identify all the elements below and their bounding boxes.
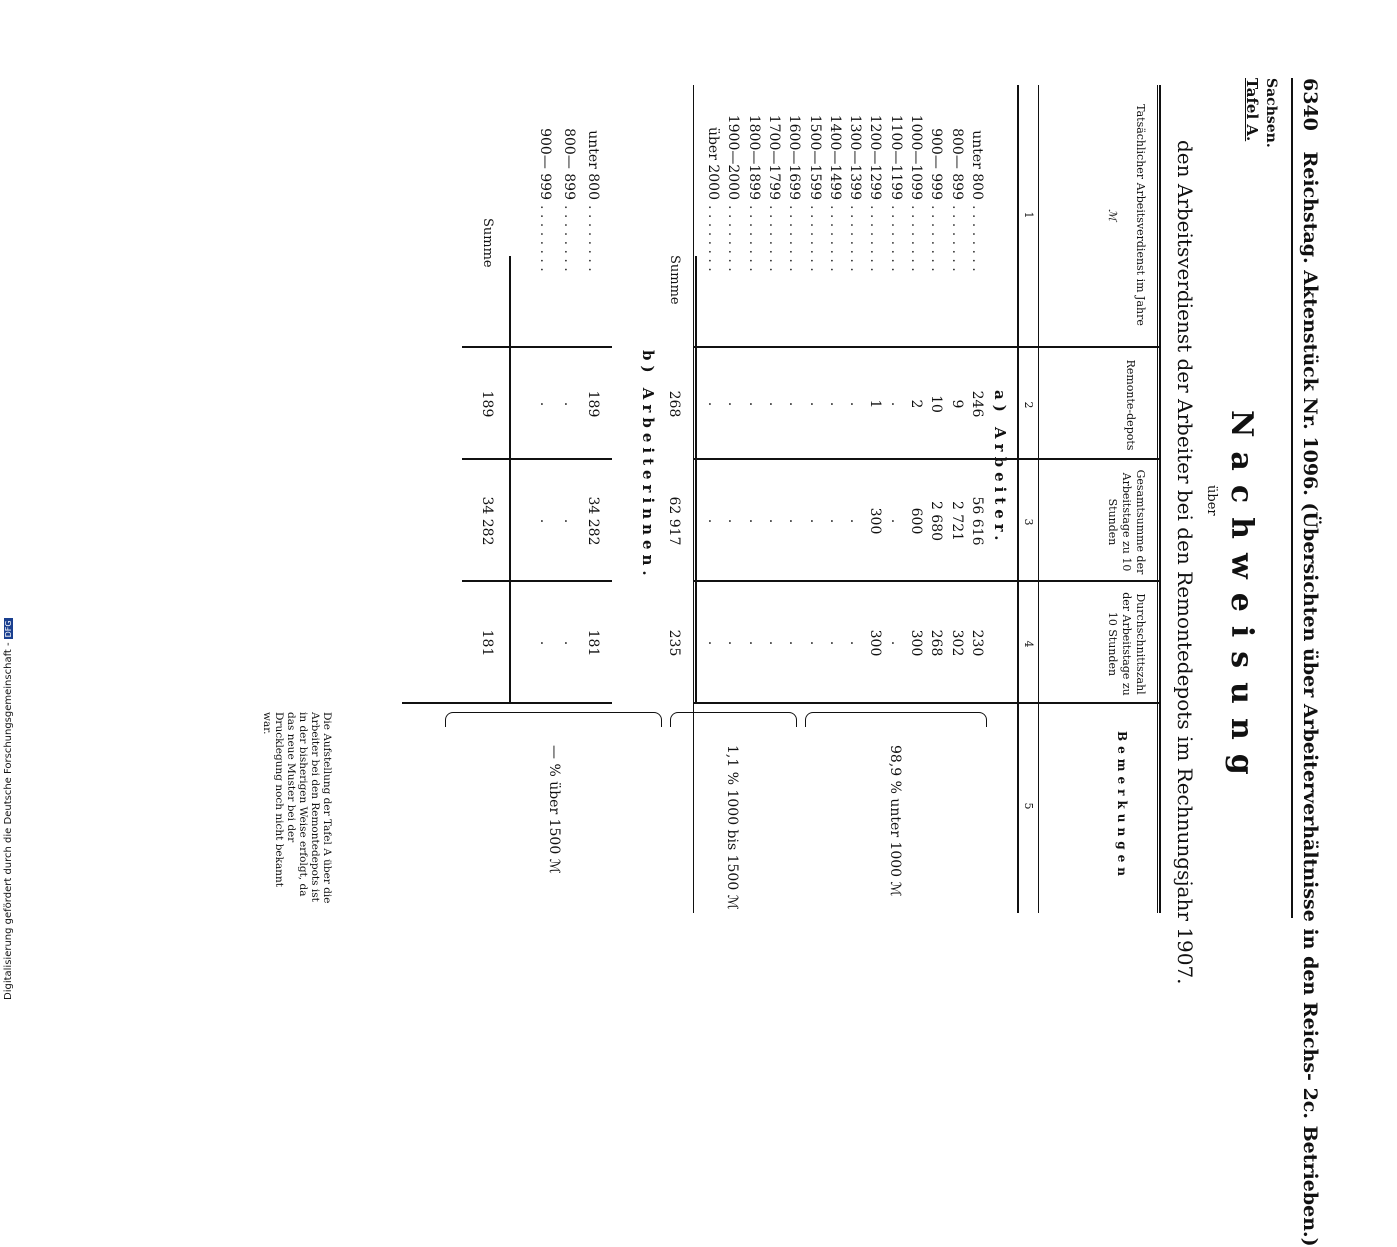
row-a-c4: 300 xyxy=(867,629,884,657)
row-a-c2: . xyxy=(786,401,803,407)
row-b-c2: 189 xyxy=(585,390,601,418)
row-a-c2: 9 xyxy=(948,399,965,409)
row-a-leader: . . . . . . . . xyxy=(705,205,722,272)
remark-a-2: 1,1 % 1000 bis 1500 ℳ xyxy=(724,745,740,910)
section-a-sum-c2: 268 xyxy=(666,390,682,418)
table-top-rule-2 xyxy=(1157,85,1158,913)
row-b-c4: . xyxy=(537,640,553,646)
row-a-range: unter 800 xyxy=(969,130,985,200)
row-a-range: 1400—1499 xyxy=(826,114,843,200)
page-header xyxy=(1299,78,1321,1247)
row-a-c4: . xyxy=(745,640,762,646)
row-a-c3: 600 xyxy=(908,507,925,535)
col-sep-3 xyxy=(694,580,1159,582)
row-a-c4: . xyxy=(887,640,904,646)
col-header-2: Remonte-depots xyxy=(1124,359,1137,451)
state-label: Sachsen. xyxy=(1263,78,1279,148)
section-b-sum-label: Summe xyxy=(480,218,495,268)
remark-a-3-wrap xyxy=(546,745,562,874)
col-sep-1 xyxy=(694,346,1159,348)
col-sep-2 xyxy=(694,458,1159,460)
row-a-range: 1100—1199 xyxy=(887,114,904,200)
digitization-credit xyxy=(0,600,18,1000)
row-a-c4: 230 xyxy=(969,629,985,657)
row-a-leader: . . . . . . . . xyxy=(826,205,843,272)
row-a-c2: . xyxy=(766,401,782,407)
row-a-range: 1700—1799 xyxy=(766,114,782,200)
section-a-sum-label: Summe xyxy=(667,255,682,305)
row-a-leader: . . . . . . . . xyxy=(908,205,925,272)
section-b-sum-c4: 181 xyxy=(479,629,495,657)
row-b-c2: . xyxy=(561,401,577,407)
row-a-c4: . xyxy=(786,640,803,646)
row-a-range: 1300—1399 xyxy=(847,114,864,200)
row-b-c4: 181 xyxy=(585,629,601,657)
numbers-bottom-rule xyxy=(1017,85,1019,913)
row-a-range: 1000—1099 xyxy=(908,114,925,200)
row-b-c3: . xyxy=(537,518,553,524)
col-sep-3-b xyxy=(462,580,612,582)
row-a-c4: . xyxy=(826,640,843,646)
row-a-range: 1500—1599 xyxy=(806,114,823,200)
row-a-c2: 10 xyxy=(928,395,945,413)
row-a-c3: . xyxy=(786,518,803,524)
table-top-rule xyxy=(1159,85,1161,913)
page-number: 6340 xyxy=(1299,78,1321,131)
col-1-label: Tatsächlicher Arbeitsverdienst im Jahre xyxy=(1134,104,1147,326)
row-a-leader: . . . . . . . . xyxy=(969,205,985,272)
row-b-c3: 34 282 xyxy=(585,496,601,546)
row-a-c2: . xyxy=(847,401,864,407)
row-a-c3: . xyxy=(887,518,904,524)
row-a-c4: 268 xyxy=(928,629,945,657)
credit-label: Digitalisierung gefördert durch die Deutsche Forschungsgemeinschaft - xyxy=(3,642,14,1000)
row-a-c3: . xyxy=(725,518,742,524)
row-a-leader: . . . . . . . . xyxy=(948,205,965,272)
row-a-c4: . xyxy=(705,640,722,646)
remark-a-1: 98,9 % unter 1000 ℳ xyxy=(887,745,903,897)
row-a-c3: . xyxy=(806,518,823,524)
col-num-3: 3 xyxy=(1022,518,1035,526)
row-b-leader: . . . . . . . . xyxy=(585,205,601,272)
row-b-c3: . xyxy=(561,518,577,524)
row-a-c2: . xyxy=(887,401,904,407)
row-a-c4: 300 xyxy=(908,629,925,657)
row-b-leader: . . . . . . . . xyxy=(561,205,577,272)
row-a-c3: . xyxy=(766,518,782,524)
row-a-c2: . xyxy=(705,401,722,407)
brace-a-3 xyxy=(445,712,662,727)
section-b-sum-rule xyxy=(509,256,511,703)
row-a-c3: 56 616 xyxy=(969,496,985,546)
running-title: Reichstag. Aktenstück Nr. 1096. (Übersichten über Arbeiterverhältnisse in den Reichs- 2c. Betrieben.) xyxy=(1299,151,1321,1247)
row-a-c3: 2 721 xyxy=(948,500,965,542)
row-a-c3: . xyxy=(826,518,843,524)
section-a-sum-c4: 235 xyxy=(666,629,682,657)
row-a-c3: . xyxy=(847,518,864,524)
title-ueber: über xyxy=(1204,485,1219,516)
row-a-c4: . xyxy=(766,640,782,646)
col-sep-2-b xyxy=(462,458,612,460)
row-a-c4: 302 xyxy=(948,629,965,657)
row-b-c2: . xyxy=(537,401,553,407)
col-header-1 xyxy=(1105,90,1147,340)
row-a-c2: 1 xyxy=(867,399,884,409)
section-b-top-rule xyxy=(693,85,694,913)
row-a-range: 1600—1699 xyxy=(786,114,803,200)
row-a-c3: 2 680 xyxy=(928,500,945,542)
row-a-c4: . xyxy=(806,640,823,646)
row-a-c3: . xyxy=(705,518,722,524)
brace-a-1 xyxy=(805,712,987,727)
row-a-leader: . . . . . . . . xyxy=(847,205,864,272)
table-id: Tafel A. xyxy=(1243,78,1261,142)
row-a-range: 1200—1299 xyxy=(867,114,884,200)
row-a-c2: 2 xyxy=(908,399,925,409)
row-a-leader: . . . . . . . . xyxy=(766,205,782,272)
row-a-c4: . xyxy=(847,640,864,646)
row-a-leader: . . . . . . . . xyxy=(786,205,803,272)
row-a-c3: . xyxy=(745,518,762,524)
row-a-leader: . . . . . . . . xyxy=(745,205,762,272)
col-header-4: Durchschnittszahl der Arbeitstage zu 10 Stunden xyxy=(1106,592,1147,696)
row-a-range: über 2000 xyxy=(705,126,722,200)
doc-subtitle: den Arbeitsverdienst der Arbeiter bei den Remontedepots im Rechnungsjahr 1907. xyxy=(1173,140,1197,985)
row-a-c2: . xyxy=(826,401,843,407)
remark-a-3: — % über 1500 ℳ xyxy=(546,745,562,874)
row-b-range: 800— 899 xyxy=(561,128,577,200)
header-bottom-rule xyxy=(1038,85,1039,913)
row-a-leader: . . . . . . . . xyxy=(887,205,904,272)
row-a-range: 900— 999 xyxy=(928,128,945,200)
credit-text xyxy=(3,600,17,1000)
section-b-remark-note: Die Aufstellung der Tafel A über die Arbeiter bei den Remontedepots ist in der bisherigen Weise erfolgt, da das neue Muster bei der Drucklegung noch nicht bekannt war. xyxy=(261,712,333,904)
section-b-sum-c2: 189 xyxy=(479,390,495,418)
row-a-leader: . . . . . . . . xyxy=(806,205,823,272)
row-a-c2: . xyxy=(806,401,823,407)
row-a-leader: . . . . . . . . xyxy=(928,205,945,272)
row-a-range: 1900—2000 xyxy=(725,114,742,200)
row-b-c4: . xyxy=(561,640,577,646)
row-a-c3: 300 xyxy=(867,507,884,535)
col-header-5: Bemerkungen xyxy=(1115,731,1129,881)
col-num-5: 5 xyxy=(1022,802,1035,810)
col-sep-4 xyxy=(694,702,1159,704)
section-a-title: a) Arbeiter. xyxy=(991,390,1009,546)
col-num-1: 1 xyxy=(1022,211,1035,219)
header-rule xyxy=(1291,78,1293,918)
brace-a-2 xyxy=(670,712,797,727)
col-sep-4-b xyxy=(402,702,612,704)
row-a-leader: . . . . . . . . xyxy=(867,205,884,272)
doc-title: Nachweisung xyxy=(1224,410,1259,789)
col-sep-1-b xyxy=(462,346,612,348)
row-b-range: 900— 999 xyxy=(537,128,553,200)
row-a-range: 1800—1899 xyxy=(745,114,762,200)
section-b-title: b) Arbeiterinnen. xyxy=(639,350,657,581)
row-a-leader: . . . . . . . . xyxy=(725,205,742,272)
col-header-3: Gesamtsumme der Arbeitstage zu 10 Stunden xyxy=(1106,469,1147,575)
section-b-sum-c3: 34 282 xyxy=(479,496,495,546)
col-1-unit: ℳ xyxy=(1106,209,1119,221)
col-num-2: 2 xyxy=(1022,401,1035,409)
row-b-leader: . . . . . . . . xyxy=(537,205,553,272)
section-a-sum-rule xyxy=(695,256,697,703)
row-a-c4: . xyxy=(725,640,742,646)
row-a-c2: . xyxy=(725,401,742,407)
col-num-4: 4 xyxy=(1022,640,1035,648)
row-b-range: unter 800 xyxy=(585,130,601,200)
row-a-c2: 246 xyxy=(969,390,985,418)
dfg-logo: DFG xyxy=(4,620,13,638)
row-a-range: 800— 899 xyxy=(948,128,965,200)
row-a-c2: . xyxy=(745,401,762,407)
section-a-sum-c3: 62 917 xyxy=(666,496,682,546)
